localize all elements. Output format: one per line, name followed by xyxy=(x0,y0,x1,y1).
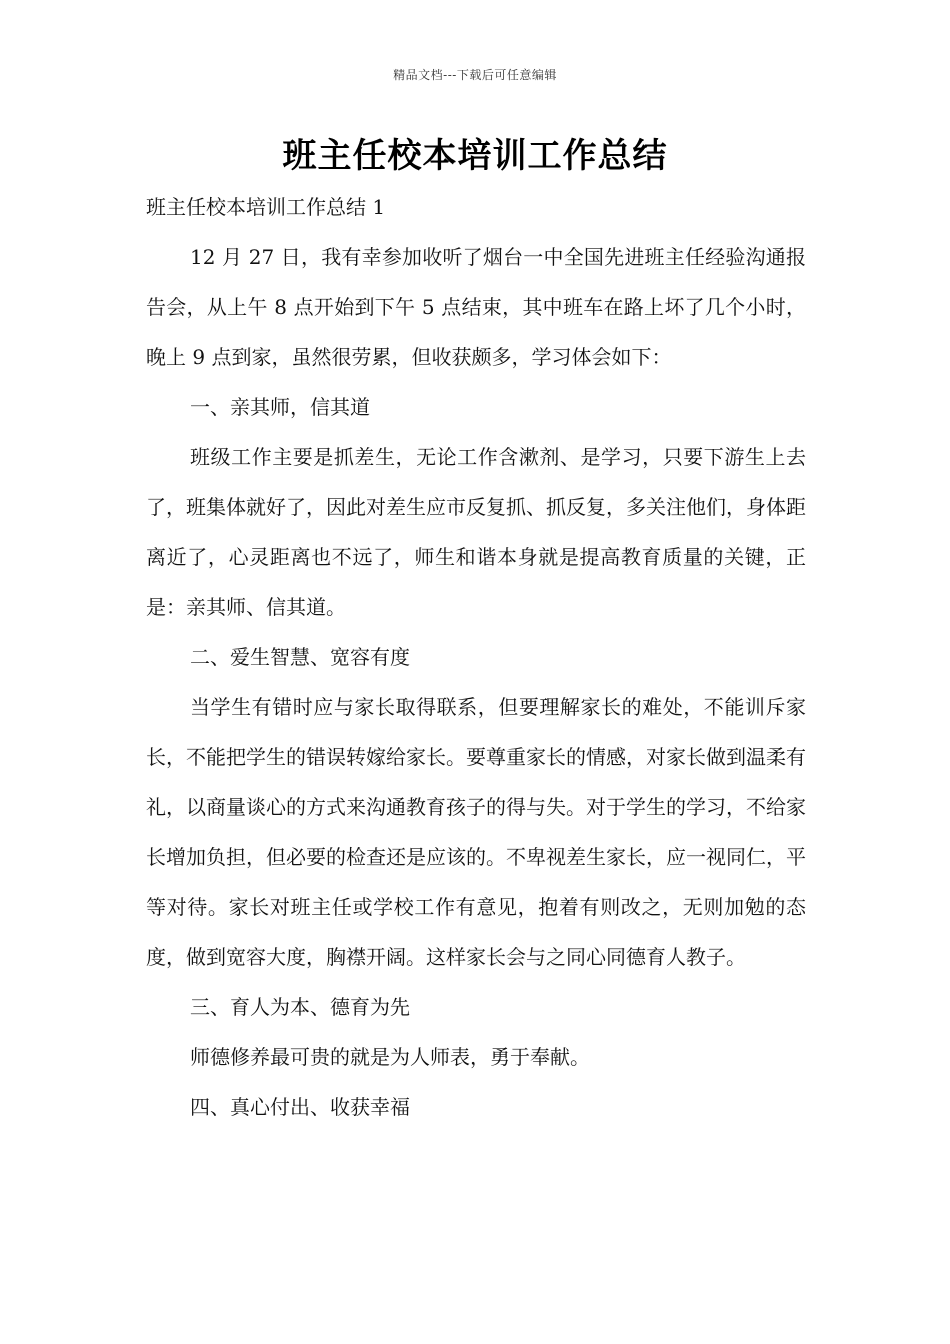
paragraph-section-3: 师德修养最可贵的就是为人师表，勇于奉献。 xyxy=(190,1045,590,1069)
paragraph-intro: 12 月 27 日，我有幸参加收听了烟台一中全国先进班主任经验沟通报告会，从上午 8 点开始到下午 5 点结束，其中班车在路上坏了几个小时，晚上 9 点到家，虽然很劳累，但收获颇多，学习体会如下： xyxy=(146,245,806,369)
document-body xyxy=(146,182,806,1132)
document-title: 班主任校本培训工作总结 xyxy=(282,136,668,176)
paragraph-section-1: 班级工作主要是抓差生，无论工作含漱剂、是学习，只要下游生上去了，班集体就好了，因此对差生应市反复抓、抓反复，多关注他们，身体距离近了，心灵距离也不远了，师生和谐本身就是提高教育质量的关键，正是：亲其师、信其道。 xyxy=(146,445,806,619)
heading-section-2: 二、爱生智慧、宽容有度 xyxy=(190,645,410,669)
section-subtitle: 班主任校本培训工作总结 1 xyxy=(146,195,386,219)
heading-section-4: 四、真心付出、收获幸福 xyxy=(190,1095,410,1119)
paragraph-section-2: 当学生有错时应与家长取得联系，但要理解家长的难处，不能训斥家长，不能把学生的错误转嫁给家长。要尊重家长的情感，对家长做到温柔有礼，以商量谈心的方式来沟通教育孩子的得与失。对于学生的学习，不给家长增加负担，但必要的检查还是应该的。不卑视差生家长，应一视同仁，平等对待。家长对班主任或学校工作有意见，抱着有则改之，无则加勉的态度，做到宽容大度，胸襟开阔。这样家长会与之同心同德育人教子。 xyxy=(146,695,806,969)
heading-section-3: 三、育人为本、德育为先 xyxy=(190,995,410,1019)
heading-section-1: 一、亲其师，信其道 xyxy=(190,395,370,419)
header-note: 精品文档---下载后可任意编辑 xyxy=(393,68,557,82)
